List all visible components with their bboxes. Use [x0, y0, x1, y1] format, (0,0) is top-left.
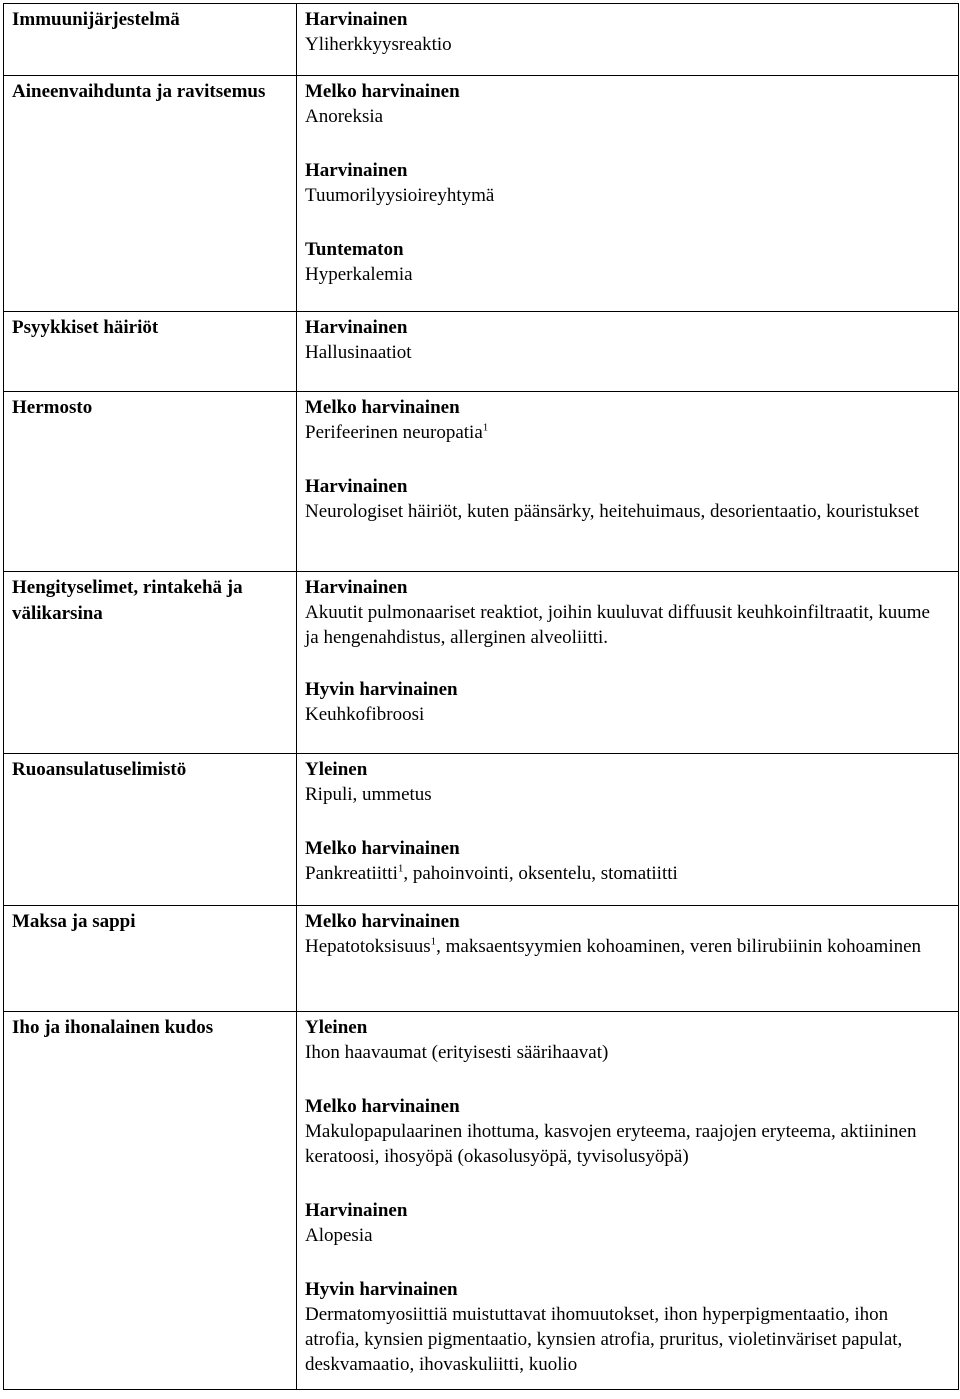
effects-cell — [297, 572, 959, 754]
table-row — [4, 754, 959, 906]
frequency-group — [297, 1065, 958, 1169]
organ-class-label: Hermosto — [12, 397, 93, 418]
frequency-group — [297, 1169, 958, 1248]
effect-text — [305, 420, 938, 445]
adverse-effects-table — [3, 3, 959, 1390]
effect-text: Tuumorilyysioireyhtymä — [305, 185, 495, 206]
frequency-label: Tuntematon — [305, 239, 404, 260]
effects-cell — [297, 754, 959, 906]
effects-cell — [297, 906, 959, 1012]
organ-class-label: Psyykkiset häiriöt — [12, 317, 159, 338]
table-row — [4, 572, 959, 754]
frequency-label: Harvinainen — [305, 577, 408, 598]
organ-class-label: Ruoansulatuselimistö — [12, 759, 187, 780]
effect-text: Ripuli, ummetus — [305, 784, 432, 805]
organ-class-label: Hengityselimet, rintakehä ja välikarsina — [12, 577, 243, 624]
effects-cell — [297, 76, 959, 312]
organ-class-cell — [4, 1012, 297, 1390]
frequency-group — [297, 807, 958, 886]
frequency-label: Yleinen — [305, 1017, 368, 1038]
frequency-label: Melko harvinainen — [305, 397, 460, 418]
frequency-label: Harvinainen — [305, 160, 408, 181]
effect-text: Makulopapulaarinen ihottuma, kasvojen eryteema, raajojen eryteema, aktiininen keratoosi, ihosyöpä (okasolusyöpä, tyvisolusyöpä) — [305, 1121, 917, 1167]
effect-text: Alopesia — [305, 1225, 373, 1246]
organ-class-label: Immuunijärjestelmä — [12, 9, 180, 30]
frequency-group — [297, 129, 958, 208]
frequency-group — [297, 906, 958, 959]
frequency-label: Melko harvinainen — [305, 838, 460, 859]
effects-cell — [297, 392, 959, 572]
effects-cell — [297, 4, 959, 76]
frequency-label: Hyvin harvinainen — [305, 1279, 458, 1300]
effects-cell — [297, 312, 959, 392]
frequency-label: Hyvin harvinainen — [305, 679, 458, 700]
effect-text: Ihon haavaumat (erityisesti säärihaavat) — [305, 1042, 609, 1063]
footnote-marker: 1 — [482, 421, 489, 434]
organ-class-cell — [4, 312, 297, 392]
effect-text-rest: , pahoinvointi, oksentelu, stomatiitti — [403, 863, 678, 884]
frequency-group — [297, 754, 958, 807]
organ-class-label: Aineenvaihdunta ja ravitsemus — [12, 81, 266, 102]
effect-text-main: Hepatotoksisuus — [305, 936, 431, 957]
effect-text — [305, 934, 938, 959]
frequency-label: Melko harvinainen — [305, 81, 460, 102]
organ-class-cell — [4, 392, 297, 572]
table-row — [4, 1012, 959, 1390]
frequency-group — [297, 445, 958, 524]
frequency-group — [297, 312, 958, 365]
effect-text-rest: , maksaentsyymien kohoaminen, veren bilirubiinin kohoaminen — [436, 936, 922, 957]
frequency-label: Melko harvinainen — [305, 1096, 460, 1117]
frequency-group — [297, 1012, 958, 1065]
table-row — [4, 4, 959, 76]
frequency-group — [297, 572, 958, 650]
effect-text: Akuutit pulmonaariset reaktiot, joihin kuuluvat diffuusit keuhkoinfiltraatit, kuume ja hengenahdistus, allerginen alveoliitti. — [305, 602, 930, 648]
organ-class-cell — [4, 572, 297, 754]
organ-class-cell — [4, 4, 297, 76]
effect-text: Hyperkalemia — [305, 264, 413, 285]
table-row — [4, 906, 959, 1012]
frequency-label: Harvinainen — [305, 476, 408, 497]
frequency-label: Harvinainen — [305, 1200, 408, 1221]
frequency-group — [297, 392, 958, 445]
effect-text: Keuhkofibroosi — [305, 704, 425, 725]
frequency-label: Melko harvinainen — [305, 911, 460, 932]
frequency-group — [297, 208, 958, 287]
organ-class-cell — [4, 754, 297, 906]
table-row — [4, 392, 959, 572]
effect-text: Neurologiset häiriöt, kuten päänsärky, heitehuimaus, desorientaatio, kouristukset — [305, 501, 920, 522]
footnote-marker: 1 — [430, 935, 437, 948]
organ-class-label: Maksa ja sappi — [12, 911, 136, 932]
frequency-group — [297, 650, 958, 727]
table-row — [4, 312, 959, 392]
effect-text: Anoreksia — [305, 106, 384, 127]
frequency-group — [297, 76, 958, 129]
frequency-label: Yleinen — [305, 759, 368, 780]
table-row — [4, 76, 959, 312]
effect-text — [305, 861, 938, 886]
effects-cell — [297, 1012, 959, 1390]
effect-text: Dermatomyosiittiä muistuttavat ihomuutokset, ihon hyperpigmentaatio, ihon atrofia, kynsien pigmentaatio, kynsien atrofia, pruritus, violetinväriset papulat, deskvamaatio, ihovaskuliitti, kuolio — [305, 1304, 903, 1375]
frequency-group — [297, 1248, 958, 1389]
effect-text-main: Perifeerinen neuropatia — [305, 422, 483, 443]
footnote-marker: 1 — [397, 862, 404, 875]
organ-class-cell — [4, 76, 297, 312]
frequency-group — [297, 4, 958, 57]
organ-class-cell — [4, 906, 297, 1012]
effect-text: Yliherkkyysreaktio — [305, 34, 452, 55]
effect-text-main: Pankreatiitti — [305, 863, 398, 884]
effect-text: Hallusinaatiot — [305, 342, 412, 363]
frequency-label: Harvinainen — [305, 317, 408, 338]
organ-class-label: Iho ja ihonalainen kudos — [12, 1017, 214, 1038]
frequency-label: Harvinainen — [305, 9, 408, 30]
